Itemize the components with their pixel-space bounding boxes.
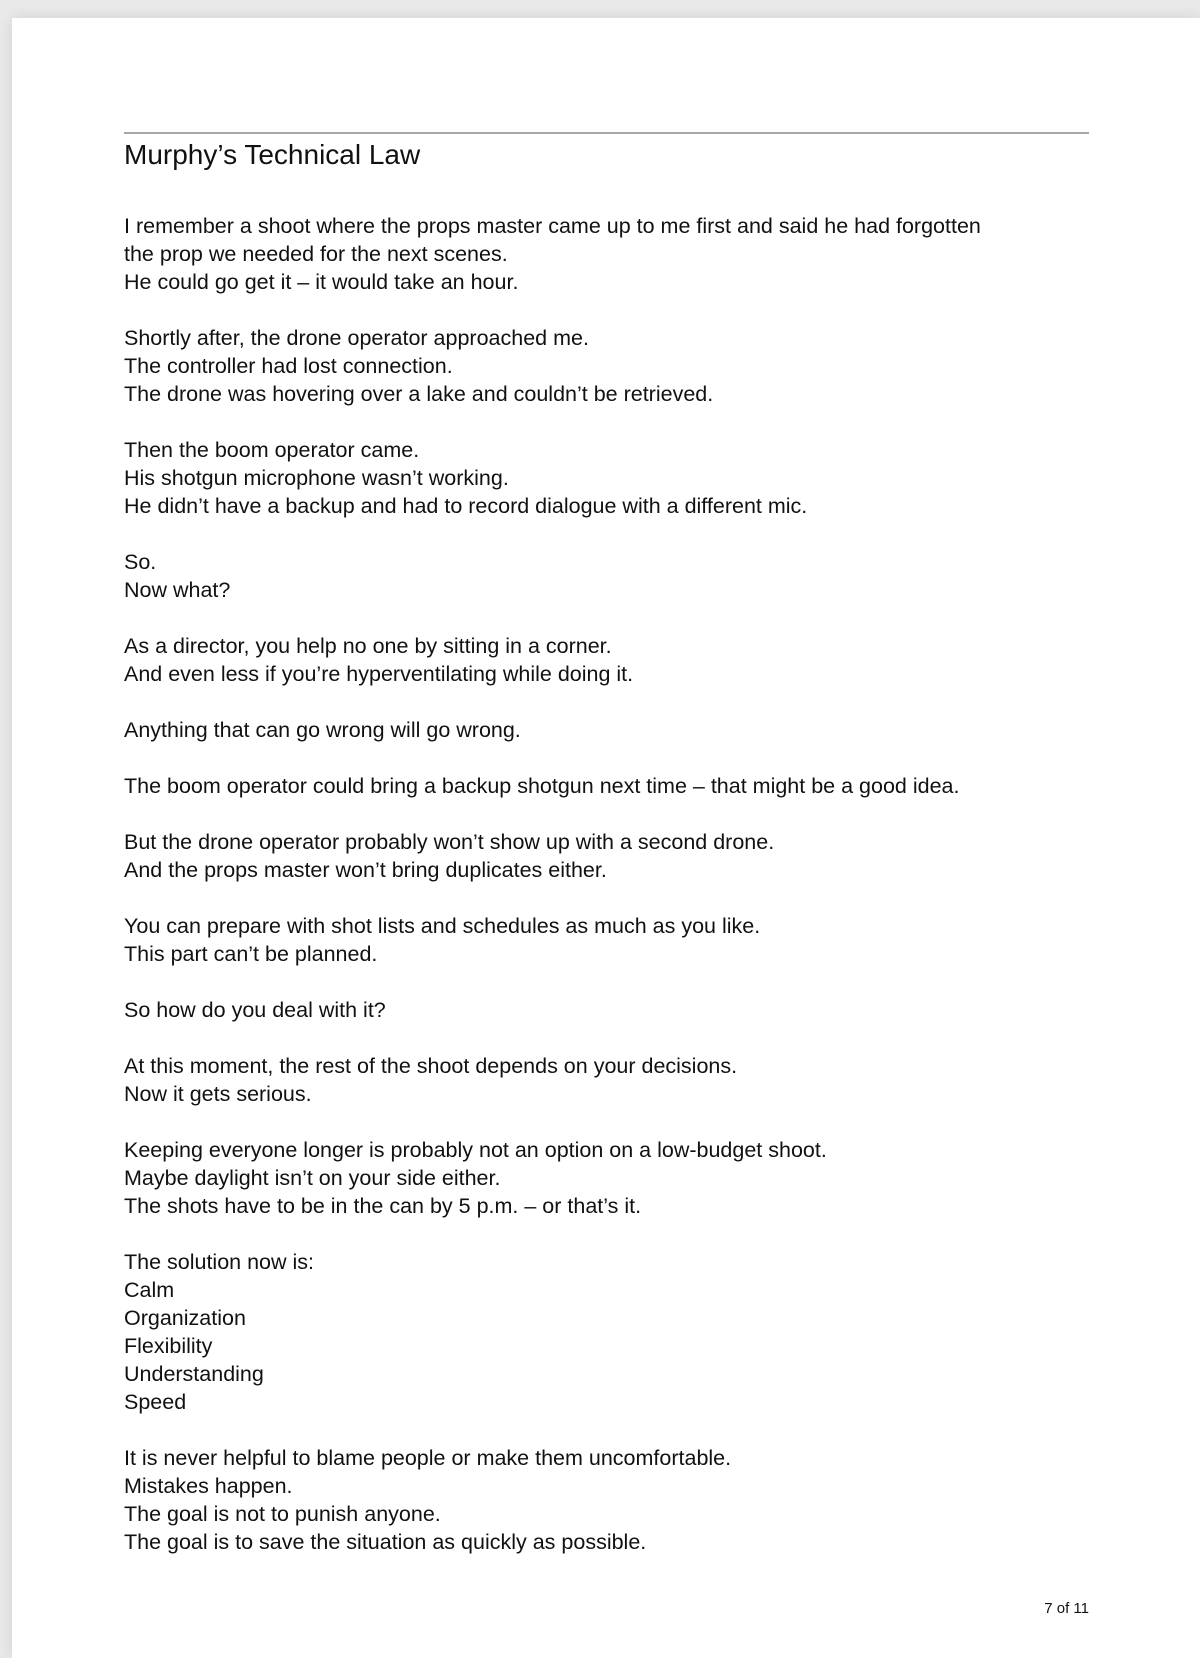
- paragraph: [124, 1136, 1104, 1220]
- page-number: 7 of 11: [1044, 1600, 1089, 1617]
- text-line: His shotgun microphone wasn’t working.: [124, 466, 509, 490]
- paragraph: [124, 996, 1104, 1024]
- text-line: The goal is to save the situation as quickly as possible.: [124, 1530, 647, 1554]
- text-line: the prop we needed for the next scenes.: [124, 242, 508, 266]
- text-line: But the drone operator probably won’t show up with a second drone.: [124, 830, 775, 854]
- text-line: Understanding: [124, 1362, 264, 1386]
- text-line: Shortly after, the drone operator approached me.: [124, 326, 589, 350]
- text-line: The shots have to be in the can by 5 p.m. – or that’s it.: [124, 1194, 642, 1218]
- text-line: Now what?: [124, 578, 231, 602]
- paragraph: [124, 828, 1104, 884]
- text-line: Speed: [124, 1390, 187, 1414]
- paragraph: [124, 324, 1104, 408]
- paragraph: [124, 1248, 1104, 1416]
- paragraph: [124, 548, 1104, 604]
- text-line: He didn’t have a backup and had to record dialogue with a different mic.: [124, 494, 808, 518]
- paragraph: [124, 716, 1104, 744]
- text-line: The controller had lost connection.: [124, 354, 453, 378]
- text-line: Organization: [124, 1306, 246, 1330]
- text-line: The solution now is:: [124, 1250, 315, 1274]
- paragraph: [124, 1444, 1104, 1556]
- paragraph: [124, 212, 1104, 296]
- text-line: Mistakes happen.: [124, 1474, 293, 1498]
- text-line: At this moment, the rest of the shoot depends on your decisions.: [124, 1054, 738, 1078]
- text-line: I remember a shoot where the props master came up to me first and said he had forgotten: [124, 214, 981, 238]
- text-line: And even less if you’re hyperventilating while doing it.: [124, 662, 634, 686]
- text-line: You can prepare with shot lists and schedules as much as you like.: [124, 914, 761, 938]
- text-line: Maybe daylight isn’t on your side either.: [124, 1166, 501, 1190]
- text-line: Anything that can go wrong will go wrong.: [124, 718, 521, 742]
- header-divider: [124, 132, 1089, 134]
- text-line: The drone was hovering over a lake and couldn’t be retrieved.: [124, 382, 714, 406]
- text-line: The boom operator could bring a backup shotgun next time – that might be a good idea.: [124, 774, 960, 798]
- text-line: So.: [124, 550, 157, 574]
- text-line: It is never helpful to blame people or make them uncomfortable.: [124, 1446, 732, 1470]
- text-line: This part can’t be planned.: [124, 942, 378, 966]
- document-body: [124, 212, 1104, 1584]
- paragraph: [124, 436, 1104, 520]
- text-line: So how do you deal with it?: [124, 998, 386, 1022]
- text-line: He could go get it – it would take an hour.: [124, 270, 519, 294]
- document-page: [12, 18, 1200, 1658]
- text-line: As a director, you help no one by sitting in a corner.: [124, 634, 612, 658]
- page-title: Murphy’s Technical Law: [124, 139, 421, 170]
- text-line: Now it gets serious.: [124, 1082, 312, 1106]
- paragraph: [124, 772, 1104, 800]
- text-line: Calm: [124, 1278, 175, 1302]
- text-line: Keeping everyone longer is probably not an option on a low-budget shoot.: [124, 1138, 827, 1162]
- text-line: Flexibility: [124, 1334, 213, 1358]
- text-line: Then the boom operator came.: [124, 438, 420, 462]
- paragraph: [124, 1052, 1104, 1108]
- paragraph: [124, 632, 1104, 688]
- paragraph: [124, 912, 1104, 968]
- text-line: The goal is not to punish anyone.: [124, 1502, 441, 1526]
- text-line: And the props master won’t bring duplicates either.: [124, 858, 607, 882]
